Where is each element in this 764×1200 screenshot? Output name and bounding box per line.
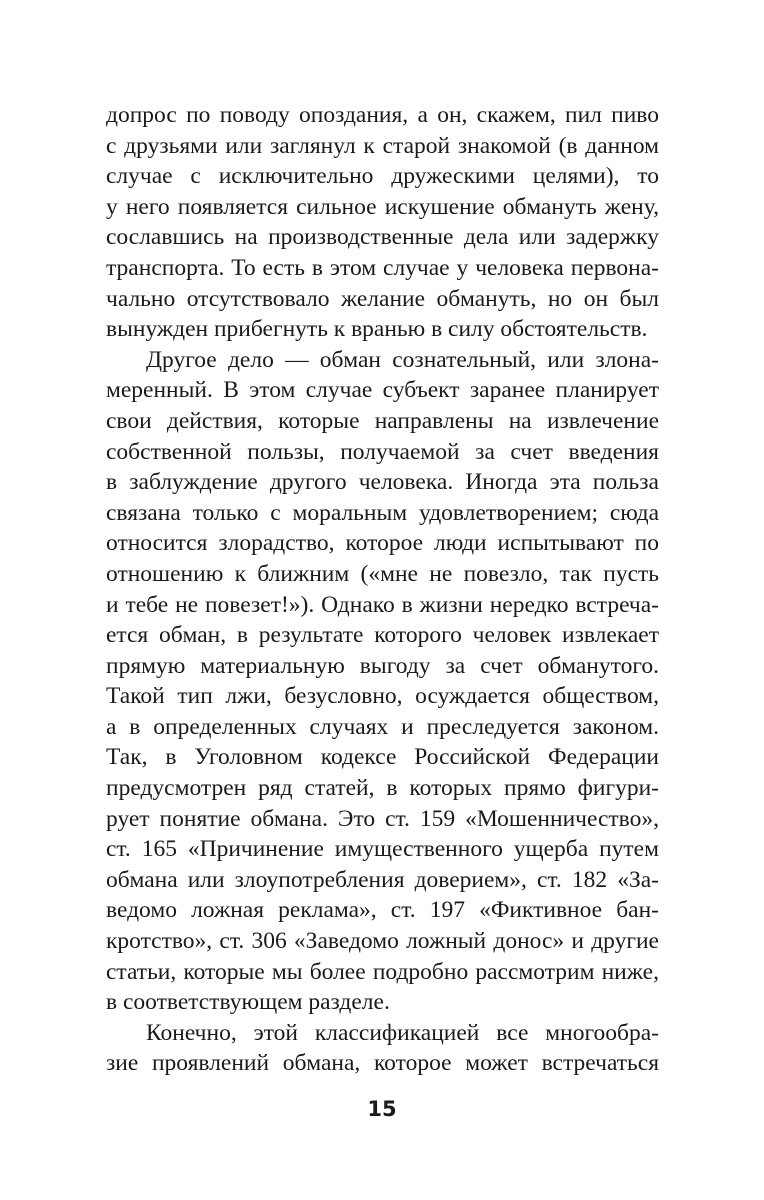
text-line: Другое дело — обман сознательный, или злона- — [146, 346, 659, 373]
page-number: 15 — [367, 1097, 397, 1121]
text-line: относится злорадство, которое люди испытывают по — [106, 530, 659, 557]
text-line: сославшись на производственные дела или задержку — [106, 224, 659, 251]
text-line: статьи, которые мы более подробно рассмотрим ниже, — [106, 958, 659, 985]
text-line: меренный. В этом случае субъект заранее планирует — [106, 377, 659, 404]
text-line: отношению к ближним («мне не повезло, так пусть — [106, 560, 659, 587]
text-line: прямую материальную выгоду за счет обманутого. — [106, 652, 659, 679]
text-line: зие проявлений обмана, которое может встречаться — [106, 1050, 659, 1077]
body-text — [106, 100, 659, 1079]
text-line: допрос по поводу опоздания, а он, скажем, пил пиво — [106, 102, 659, 128]
text-line: Такой тип лжи, безусловно, осуждается обществом, — [106, 683, 659, 710]
text-line: в соответствующем разделе. — [106, 989, 390, 1016]
text-line: чально отсутствовало желание обмануть, но он был — [106, 285, 659, 312]
text-line: а в определенных случаях и преследуется законом. — [106, 713, 659, 740]
text-line: Конечно, этой классификацией все многообра- — [146, 1019, 659, 1046]
text-line: связана только с моральным удовлетворением; сюда — [106, 499, 659, 526]
text-line: рует понятие обмана. Это ст. 159 «Мошенничество», — [106, 805, 659, 832]
text-line: у него появляется сильное искушение обмануть жену, — [106, 193, 659, 220]
text-line: ст. 165 «Причинение имущественного ущерба путем — [106, 836, 659, 863]
text-line: и тебе не повезет!»). Однако в жизни нередко встреча- — [106, 591, 659, 618]
text-line: случае с исключительно дружескими целями), то — [106, 163, 659, 190]
text-line: собственной пользы, получаемой за счет введения — [106, 438, 659, 465]
text-line: в заблуждение другого человека. Иногда эта польза — [106, 469, 659, 496]
text-line: ется обман, в результате которого человек извлекает — [106, 622, 659, 649]
text-line: обмана или злоупотребления доверием», ст. 182 «За- — [106, 866, 659, 893]
text-line: предусмотрен ряд статей, в которых прямо фигури- — [106, 775, 659, 802]
text-line: Так, в Уголовном кодексе Российской Федерации — [106, 744, 659, 771]
text-line: свои действия, которые направлены на извлечение — [106, 407, 659, 434]
text-line: вынужден прибегнуть к вранью в силу обстоятельств. — [106, 316, 648, 343]
text-line: ведомо ложная реклама», ст. 197 «Фиктивное бан- — [106, 897, 659, 924]
text-line: с друзьями или заглянул к старой знакомой (в данном — [106, 132, 659, 159]
text-line: кротство», ст. 306 «Заведомо ложный донос» и другие — [106, 928, 659, 955]
text-line: транспорта. То есть в этом случае у человека первона- — [106, 254, 659, 281]
